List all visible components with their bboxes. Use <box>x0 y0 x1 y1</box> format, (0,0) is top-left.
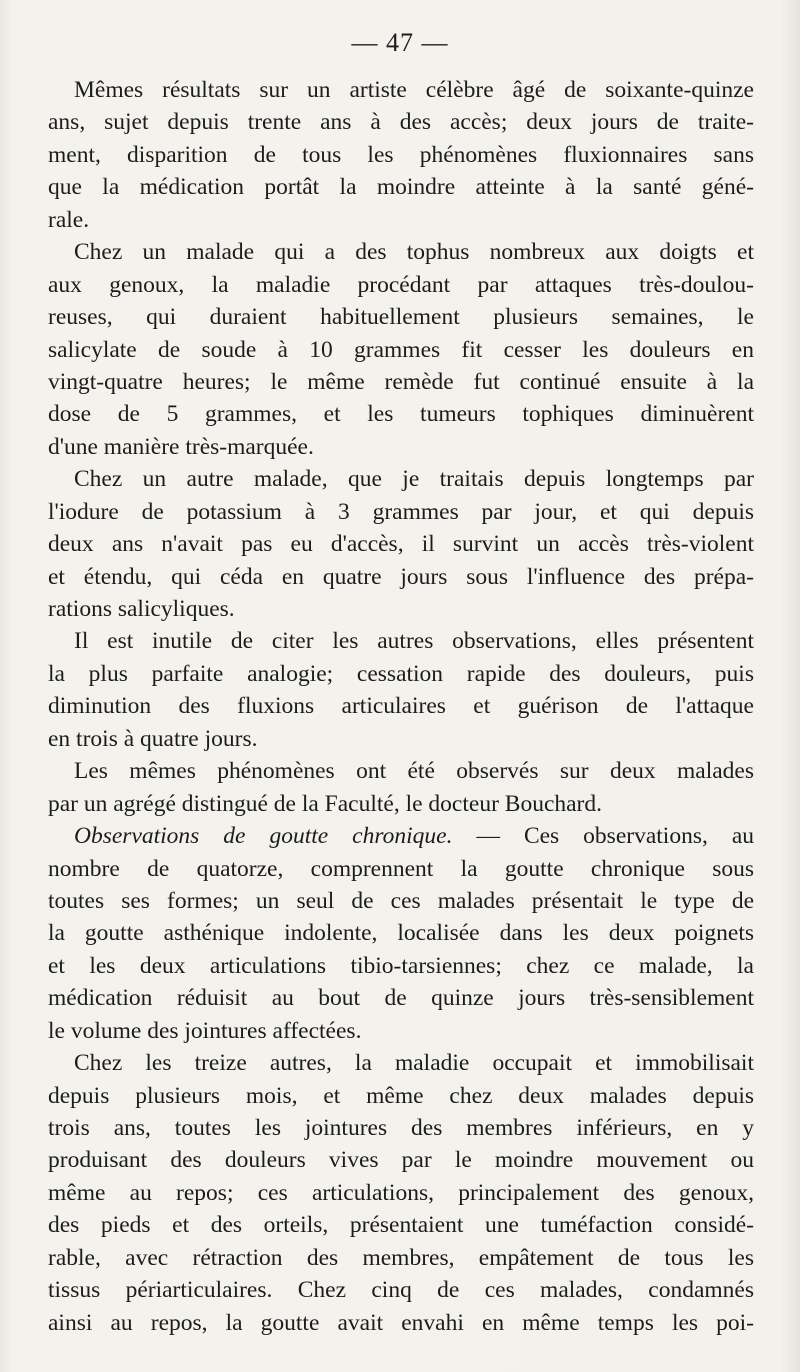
text-line: rable, avec rétraction des membres, empâtement de tous les <box>48 1244 754 1271</box>
text-line: Chez les treize autres, la maladie occupait et immobilisait <box>74 1050 754 1077</box>
text-line: la goutte asthénique indolente, localisée dans les deux poignets <box>48 920 754 947</box>
text-fragment: — Ces observations, au <box>452 823 754 850</box>
text-line: et étendu, qui céda en quatre jours sous l'influence des prépa- <box>48 563 754 590</box>
text-line: nombre de quatorze, comprennent la goutte chronique sous <box>48 855 754 882</box>
text-line: depuis plusieurs mois, et même chez deux malades depuis <box>48 1082 754 1109</box>
text-line: en trois à quatre jours. <box>48 725 258 752</box>
paragraph-7 <box>48 1047 754 1339</box>
text-line: ainsi au repos, la goutte avait envahi en même temps les poi- <box>48 1309 754 1336</box>
text-line: médication réduisit au bout de quinze jours très-sensiblement <box>48 985 754 1012</box>
text-line: même au repos; ces articulations, principalement des genoux, <box>48 1179 754 1206</box>
text-line: la plus parfaite analogie; cessation rapide des douleurs, puis <box>48 660 754 687</box>
text-line: deux ans n'avait pas eu d'accès, il survint un accès très-violent <box>48 531 754 558</box>
paragraph-2 <box>48 236 754 463</box>
text-line: rale. <box>48 206 90 233</box>
text-line: le volume des jointures affectées. <box>48 1017 362 1044</box>
text-line: Les mêmes phénomènes ont été observés sur deux malades <box>74 758 754 785</box>
text-line: diminution des fluxions articulaires et guérison de l'attaque <box>48 693 754 720</box>
text-line: ment, disparition de tous les phénomènes fluxionnaires sans <box>48 141 754 168</box>
text-line: aux genoux, la maladie procédant par attaques très-doulou- <box>48 271 754 298</box>
text-line: des pieds et des orteils, présentaient une tuméfaction considé- <box>48 1212 754 1239</box>
text-line: ans, sujet depuis trente ans à des accès; deux jours de traite- <box>48 109 754 136</box>
paragraph-1 <box>48 74 754 236</box>
section-heading: Observations de goutte chronique. <box>74 823 453 850</box>
text-line: salicylate de soude à 10 grammes fit cesser les douleurs en <box>48 336 754 363</box>
text-line: dose de 5 grammes, et les tumeurs tophiques diminuèrent <box>48 401 754 428</box>
text-line: Il est inutile de citer les autres observations, elles présentent <box>74 628 754 655</box>
text-line: tissus périarticulaires. Chez cinq de ces malades, condamnés <box>48 1277 754 1304</box>
paragraph-6 <box>48 820 754 1047</box>
text-line: Chez un malade qui a des tophus nombreux aux doigts et <box>74 239 754 266</box>
text-line: toutes ses formes; un seul de ces malades présentait le type de <box>48 887 754 914</box>
text-line: que la médication portât la moindre atteinte à la santé géné- <box>48 174 754 201</box>
body-text <box>48 74 754 1339</box>
text-line: trois ans, toutes les jointures des membres inférieurs, en y <box>48 1115 754 1141</box>
paragraph-3 <box>48 463 754 625</box>
text-line: reuses, qui duraient habituellement plusieurs semaines, le <box>48 304 754 331</box>
text-line-with-heading <box>48 820 754 852</box>
text-line: Chez un autre malade, que je traitais depuis longtemps par <box>74 466 754 493</box>
text-line: Mêmes résultats sur un artiste célèbre âgé de soixante-quinze <box>74 77 754 103</box>
text-line: produisant des douleurs vives par le moindre mouvement ou <box>48 1147 754 1174</box>
text-line: l'iodure de potassium à 3 grammes par jour, et qui depuis <box>48 498 754 525</box>
text-line: par un agrégé distingué de la Faculté, le docteur Bouchard. <box>48 790 603 817</box>
text-line: d'une manière très-marquée. <box>48 433 314 460</box>
paragraph-5 <box>48 755 754 820</box>
paragraph-4 <box>48 625 754 755</box>
text-line: vingt-quatre heures; le même remède fut continué ensuite à la <box>48 368 754 395</box>
text-line: et les deux articulations tibio-tarsiennes; chez ce malade, la <box>48 952 754 979</box>
page-number: — 47 — <box>351 28 449 57</box>
text-line: rations salicyliques. <box>48 596 235 622</box>
